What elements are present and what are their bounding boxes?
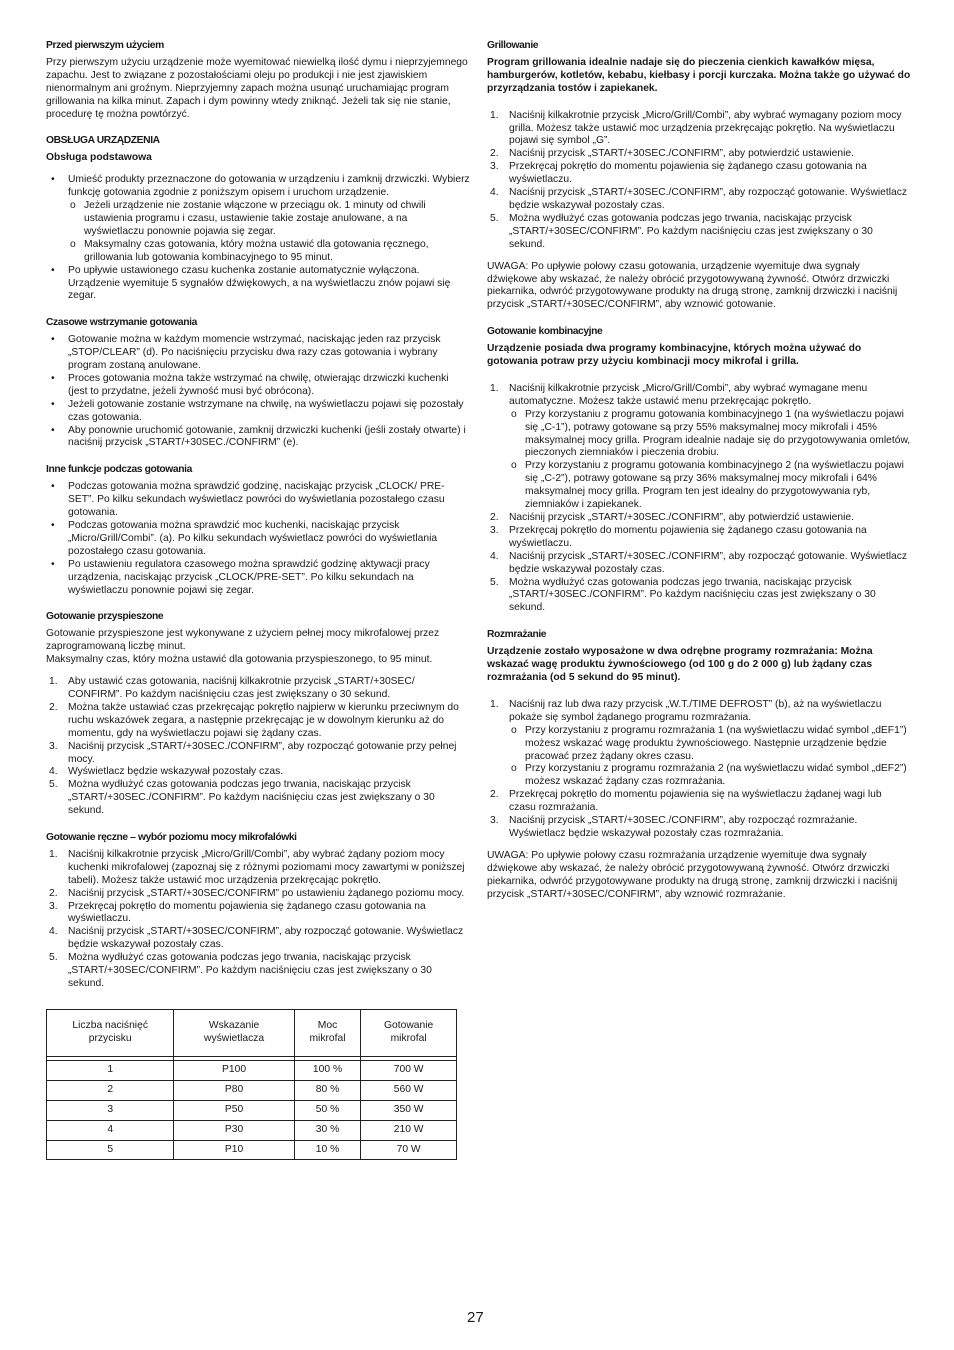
heading-quick-cooking: Gotowanie przyspieszone <box>46 611 164 623</box>
list-item <box>49 740 470 767</box>
note-paragraph: UWAGA: Po upływie połowy czasu rozmrażania urządzenie wyemituje dwa sygnały dźwiękowe aby wskazać, że należy obrócić przygotowywaną żywność. Otwórz drzwiczki piekarnika, odwróć przygotowywane produkty na drugą stronę, zamknij drzwiczki i naciśnij przycisk „START/+30SEC/CONFIRM”, aby wznowić rozmrażanie. <box>487 849 898 900</box>
heading-defrosting: Rozmrażanie <box>487 629 547 641</box>
list-item <box>49 848 470 888</box>
section-defrosting <box>487 629 911 901</box>
section-quick-cooking <box>46 611 470 818</box>
list-item-text: Naciśnij przycisk „START/+30SEC/CONFIRM” po ustawieniu żądanego poziomu mocy. <box>68 887 465 899</box>
table-row <box>47 1140 457 1160</box>
list-item-number: 4. <box>490 187 499 199</box>
sub-list-item: o Jeżeli urządzenie nie zostanie włączone w przeciągu ok. 1 minuty od chwili ustawienia programu i czasu, ustawienie takie zostaje anulowane, a na wyświetlaczu ponownie pojawia się zegar. <box>84 200 470 239</box>
heading-combi-cooking: Gotowanie kombinacyjne <box>487 326 603 338</box>
sub-list-item: o Przy korzystaniu z programu rozmrażania 2 (na wyświetlaczu widać symbol „dEF2”) możesz wskazać żądany czas rozmrażania. <box>525 763 911 789</box>
table-cell: 70 W <box>361 1140 457 1160</box>
list-item-text: Przekręcaj pokrętło do momentu pojawienia się żądanego czasu gotowania na wyświetlaczu. <box>509 161 867 186</box>
table-row <box>47 1060 457 1080</box>
heading-pause: Czasowe wstrzymanie gotowania <box>46 317 197 329</box>
list-item-text: Naciśnij przycisk „START/+30SEC./CONFIRM”, aby rozpocząć gotowanie przy pełnej mocy. <box>68 740 457 765</box>
table-cell: P10 <box>174 1140 294 1160</box>
list-item-text: Aby ustawić czas gotowania, naciśnij kilkakrotnie przycisk „START/+30SEC/ CONFIRM”. Po każdym naciśnięciu czas jest zwiększany o 30 sekund. <box>68 676 415 700</box>
list-item-number: 5. <box>490 576 499 588</box>
list-item-text: Wyświetlacz będzie wskazywał pozostały czas. <box>68 766 284 778</box>
right-column <box>487 40 911 915</box>
list-item-text: Przekręcaj pokrętło do momentu pojawienia się żądanego czasu gotowania na wyświetlaczu. <box>509 524 867 549</box>
list-item <box>490 789 911 815</box>
list-item-text: Można wydłużyć czas gotowania podczas jego trwania, naciskając przycisk „START/+30SEC/CONFIRM”. Po każdym naciśnięciu czas jest zwiększany o 30 sekund. <box>68 952 432 989</box>
list-item <box>490 161 911 187</box>
table-cell: 700 W <box>361 1060 457 1080</box>
list-item <box>490 109 911 149</box>
numbered-list-continued <box>487 512 911 615</box>
list-item-text: Naciśnij kilkakrotnie przycisk „Micro/Grill/Combi”, aby wybrać wymagany poziom mocy grilla. Możesz także ustawić moc urządzenia przekręcając pokrętło. Na wyświetlaczu pojawi się symbol „G”. <box>509 109 902 147</box>
list-item-text: Umieść produkty przeznaczone do gotowania w urządzeniu i zamknij drzwiczki. Wybierz funkcję gotowania zgodnie z poniższym opisem i uruchom urządzenie. <box>68 174 470 199</box>
section-pause <box>46 317 470 450</box>
list-item: 1. Naciśnij raz lub dwa razy przycisk „W.T./TIME DEFROST” (b), aż na wyświetlaczu pokaże się symbol żądanego programu rozmrażania. o Przy korzystaniu z programu rozmrażania 1 (na wyświetlaczu widać symbol „dEF1”) możesz wskazać wagę produktu żywnościowego. Następnie urządzenie będzie pracować przez żądany okres czasu. o Przy korzystaniu z programu rozmrażania 2 (na wyświetlaczu widać symbol „dEF2”) możesz wskazać żądany czas rozmrażania. <box>509 699 911 789</box>
list-item-number: 2. <box>490 789 499 801</box>
heading-manual-cooking: Gotowanie ręczne – wybór poziomu mocy mikrofalówki <box>46 832 297 844</box>
list-item <box>490 148 911 161</box>
note-paragraph: UWAGA: Po upływie połowy czasu gotowania, urządzenie wyemituje dwa sygnały dźwiękowe aby wskazać, że należy obrócić przygotowywaną żywność. Otwórz drzwiczki piekarnika, odwróć przygotowywane produkty na drugą stronę, zamknij drzwiczki i naciśnij przycisk „START/+30SEC/CONFIRM”, aby wznowić gotowanie. <box>487 260 898 311</box>
section-manual-cooking <box>46 832 470 1160</box>
bullet-list <box>46 481 470 597</box>
list-item-text: Przekręcaj pokrętło do momentu pojawienia się żądanego czasu gotowania na wyświetlaczu. <box>68 900 426 925</box>
table-cell: 5 <box>47 1140 174 1160</box>
list-item-number: 1. <box>49 676 58 688</box>
heading-first-use: Przed pierwszym użyciem <box>46 40 164 51</box>
list-item <box>490 815 911 841</box>
power-level-table <box>46 1009 457 1161</box>
list-item-number: 2. <box>490 512 499 523</box>
list-item-text: Naciśnij przycisk „START/+30SEC./CONFIRM”, aby potwierdzić ustawienie. <box>509 148 854 160</box>
list-item <box>49 779 470 818</box>
bullet-list <box>46 334 470 450</box>
paragraph: Maksymalny czas, który można ustawić dla gotowania przyspieszonego, to 95 minut. <box>46 654 433 666</box>
numbered-list <box>46 676 470 818</box>
list-item: • Proces gotowania można także wstrzymać na chwilę, otwierając drzwiczki kuchenki (jest to przydatne, jeżeli żywność musi być obrócona). <box>68 373 470 399</box>
list-item: • Po ustawieniu regulatora czasowego można sprawdzić godzinę aktywacji pracy urządzenia, naciskając przycisk „CLOCK/PRE-SET”. Po kilku sekundach na wyświetlaczu ponownie pojawi się zegar. <box>68 559 470 598</box>
list-item-text: Naciśnij kilkakrotnie przycisk „Micro/Grill/Combi”, aby wybrać wymagane menu automatyczne. Możesz także ustawić menu przekręcając pokrętło. <box>509 382 868 407</box>
section-other-functions <box>46 464 470 597</box>
heading-other-functions: Inne funkcje podczas gotowania <box>46 464 192 476</box>
numbered-list <box>46 849 470 991</box>
list-item <box>490 212 911 252</box>
numbered-list-continued <box>487 789 911 841</box>
table-cell: 100 % <box>294 1060 361 1080</box>
list-item-number: 4. <box>490 550 499 562</box>
sub-list <box>509 725 911 790</box>
table-header-cell: Moc mikrofal <box>294 1009 361 1056</box>
list-item-number: 5. <box>49 952 58 964</box>
list-item-text: Naciśnij przycisk „START/+30SEC/CONFIRM”, aby rozpocząć gotowanie. Wyświetlacz będzie wskazywał pozostały czas. <box>68 926 464 951</box>
list-item: • Gotowanie można w każdym momencie wstrzymać, naciskając jeden raz przycisk „STOP/CLEAR” (d). Po naciśnięciu przycisku dwa razy czas gotowania i wybrany program zostaną anulowane. <box>68 334 470 373</box>
bullet-list <box>46 174 470 303</box>
section-operation <box>46 135 470 303</box>
list-item <box>49 952 470 991</box>
table-row <box>47 1100 457 1120</box>
list-item <box>68 174 470 264</box>
table-cell: 4 <box>47 1120 174 1140</box>
paragraph: Przy pierwszym użyciu urządzenie może wyemitować niewielką ilość dymu i nieprzyjemnego zapachu. Jest to związane z pozostałościami oleju po produkcji i nie jest zjawiskiem nienormalnym ani groźnym. Nieprzyjemny zapach można usunąć uruchamiając program grillowania na kilka minut. Zapach i dym powinny wtedy zniknąć. Jeżeli tak się nie stanie, procedurę tę można powtórzyć. <box>46 56 468 120</box>
list-item <box>49 900 470 927</box>
list-item <box>49 926 470 952</box>
list-item-text: Naciśnij raz lub dwa razy przycisk „W.T./TIME DEFROST” (b), aż na wyświetlaczu pokaże się symbol żądanego programu rozmrażania. <box>509 698 882 723</box>
list-item-number: 3. <box>49 900 58 912</box>
left-column <box>46 40 470 1174</box>
list-item-number: 2. <box>49 887 58 899</box>
intro-paragraph: Urządzenie zostało wyposażone w dwa odrębne programy rozmrażania: Można wskazać wagę produktu żywnościowego (od 100 g do 2 000 g) lub żądany czas rozmrażania (od 5 sekund do 95 minut). <box>487 646 873 683</box>
list-item-text: Naciśnij przycisk „START/+30SEC./CONFIRM”, aby rozpocząć gotowanie. Wyświetlacz będzie wskazywał pozostały czas. <box>509 187 908 211</box>
sub-list <box>509 409 911 512</box>
list-item: • Podczas gotowania można sprawdzić godzinę, naciskając przycisk „CLOCK/ PRE-SET”. Po kilku sekundach wyświetlacz powróci do wyświetlania pozostałego czasu gotowania. <box>68 481 470 520</box>
paragraph: Gotowanie przyspieszone jest wykonywane z użyciem pełnej mocy mikrofalowej przez zaprogramowaną liczbę minut. <box>46 628 440 653</box>
list-item <box>490 512 911 525</box>
table-cell: 1 <box>47 1060 174 1080</box>
list-item <box>490 550 911 577</box>
list-item-number: 3. <box>490 161 499 173</box>
list-item-text: Można wydłużyć czas gotowania podczas jego trwania, naciskając przycisk „START/+30SEC./CONFIRM”. Po każdym naciśnięciu czas jest zwiększany o 30 sekund. <box>509 576 876 614</box>
numbered-list <box>487 110 911 252</box>
table-header-cell: Gotowanie mikrofal <box>361 1009 457 1056</box>
heading-grilling: Grillowanie <box>487 40 539 51</box>
list-item: 1. Naciśnij kilkakrotnie przycisk „Micro/Grill/Combi”, aby wybrać wymagane menu automatyczne. Możesz także ustawić menu przekręcając pokrętło. o Przy korzystaniu z programu gotowania kombinacyjnego 1 (na wyświetlaczu pojawi się „C-1”), potrawy gotowane są przy 55% maksymalnej mocy mikrofali i 45% maksymalnej mocy grilla. Program idealnie nadaje się do przygotowywania omletów, pieczonych ziemniaków i pieczenia drobiu. o Przy korzystaniu z programu gotowania kombinacyjnego 2 (na wyświetlaczu pojawi się „C-2”), potrawy gotowane są przy 36% maksymalnej mocy mikrofali i 64% maksymalnej mocy grilla. Program ten jest idealny do przygotowywania ryb, ziemniaków i zapiekanek. <box>509 383 911 512</box>
section-combi-cooking <box>487 326 911 615</box>
list-item: • Jeżeli gotowanie zostanie wstrzymane na chwilę, na wyświetlaczu pojawi się pozostały czas gotowania. <box>68 399 470 425</box>
heading-operation: OBSŁUGA URZĄDZENIA <box>46 135 160 147</box>
list-item-text: Naciśnij kilkakrotnie przycisk „Micro/Grill/Combi”, aby wybrać żądany poziom mocy kuchenki mikrofalowej (zapoznaj się z różnymi poziomami mocy zawartymi w poniższej tabeli). Możesz także ustawić moc urządzenia przekręcając pokrętło. <box>68 848 465 886</box>
table-cell: 2 <box>47 1080 174 1100</box>
list-item-number: 5. <box>490 212 499 224</box>
list-item: • Aby ponownie uruchomić gotowanie, zamknij drzwiczki kuchenki (jeśli zostały otwarte) i naciśnij przycisk „START/+30SEC./CONFIRM” (e). <box>68 425 470 451</box>
table-cell: 3 <box>47 1100 174 1120</box>
numbered-list <box>487 699 911 789</box>
list-item-number: 4. <box>49 766 58 778</box>
table-header-cell: Wskazanie wyświetlacza <box>174 1009 294 1056</box>
sub-list-item: o Przy korzystaniu z programu rozmrażania 1 (na wyświetlaczu widać symbol „dEF1”) możesz wskazać wagę produktu żywnościowego. Następnie urządzenie będzie pracować przez żądany okres czasu. <box>525 725 911 764</box>
table-row <box>47 1080 457 1100</box>
list-item-text: Naciśnij przycisk „START/+30SEC./CONFIRM”, aby potwierdzić ustawienie. <box>509 512 854 523</box>
subheading-basic-operation: Obsługa podstawowa <box>46 152 152 164</box>
list-item-text: Można wydłużyć czas gotowania podczas jego trwania, naciskając przycisk „START/+30SEC/CONFIRM”. Po każdym naciśnięciu czas jest zwiększany o 30 sekund. <box>509 212 873 250</box>
list-item <box>49 676 470 702</box>
section-first-use <box>46 40 470 121</box>
table-cell: P30 <box>174 1120 294 1140</box>
list-item-number: 2. <box>49 701 58 713</box>
table-cell: 80 % <box>294 1080 361 1100</box>
table-header-row <box>47 1009 457 1056</box>
list-item-number: 1. <box>49 848 58 860</box>
list-item-text: Naciśnij przycisk „START/+30SEC./CONFIRM”, aby rozpocząć gotowanie. Wyświetlacz będzie wskazywał pozostały czas. <box>509 550 908 575</box>
list-item-number: 3. <box>49 740 58 752</box>
section-grilling <box>487 40 911 312</box>
list-item-text: Można wydłużyć czas gotowania podczas jego trwania, naciskając przycisk „START/+30SEC./CONFIRM”. Po każdym naciśnięciu czas jest zwiększany o 30 sekund. <box>68 779 435 817</box>
intro-paragraph: Program grillowania idealnie nadaje się do pieczenia cienkich kawałków mięsa, hamburgerów, kotletów, kebabu, kiełbasy i porcji kurczaka. Można także go używać do przyrządzania tostów i zapiekanek. <box>487 56 911 94</box>
table-cell: 210 W <box>361 1120 457 1140</box>
table-cell: P100 <box>174 1060 294 1080</box>
list-item <box>49 701 470 741</box>
list-item-text: Przekręcaj pokrętło do momentu pojawienia się na wyświetlaczu żądanej wagi lub czasu rozmrażania. <box>509 789 882 814</box>
table-cell: 10 % <box>294 1140 361 1160</box>
list-item-text: Naciśnij przycisk „START/+30SEC./CONFIRM”, aby rozpocząć rozmrażanie. Wyświetlacz będzie wskazywał pozostały czas rozmrażania. <box>509 815 858 839</box>
list-item <box>49 887 470 901</box>
table-header-cell: Liczba naciśnięć przycisku <box>47 1009 174 1056</box>
sub-list-item: o Przy korzystaniu z programu gotowania kombinacyjnego 1 (na wyświetlaczu pojawi się „C-1”), potrawy gotowane są przy 55% maksymalnej mocy mikrofali i 45% maksymalnej mocy grilla. Program idealnie nadaje się do przygotowywania omletów, pieczonych ziemniaków i pieczenia drobiu. <box>525 409 911 461</box>
list-item: • Po upływie ustawionego czasu kuchenka zostanie automatycznie wyłączona. Urządzenie wyemituje 5 sygnałów dźwiękowych, a na wyświetlaczu znów pojawi się zegar. <box>68 265 470 304</box>
intro-paragraph: Urządzenie posiada dwa programy kombinacyjne, których można używać do gotowania potraw przy użyciu kombinacji mocy mikrofal i grilla. <box>487 343 862 368</box>
list-item-number: 3. <box>490 524 499 536</box>
table-row <box>47 1120 457 1140</box>
table-cell: 50 % <box>294 1100 361 1120</box>
list-item-number: 5. <box>49 779 58 791</box>
sub-list-item: o Przy korzystaniu z programu gotowania kombinacyjnego 2 (na wyświetlaczu pojawi się „C-2”), potrawy gotowane są przy 36% maksymalnej mocy mikrofali i 64% maksymalnej mocy grilla. Program ten jest idealny do przygotowywania ryb, ziemniaków i zapiekanek. <box>525 460 911 512</box>
list-item-number: 4. <box>49 926 58 938</box>
list-item-text: Można także ustawiać czas przekręcając pokrętło najpierw w kierunku przeciwnym do ruchu wskazówek zegara, a następnie przekręcając je w dowolnym kierunku aż do momentu, gdy na wyświetlaczu pojawi się żądany czas. <box>68 701 459 739</box>
page-number: 27 <box>467 1309 484 1326</box>
table-cell: P50 <box>174 1100 294 1120</box>
list-item <box>49 766 470 779</box>
table-cell: 30 % <box>294 1120 361 1140</box>
list-item <box>490 187 911 213</box>
list-item-number: 3. <box>490 815 499 827</box>
list-item-number: 2. <box>490 148 499 160</box>
table-cell: P80 <box>174 1080 294 1100</box>
list-item <box>490 576 911 616</box>
list-item-number: 1. <box>490 109 499 121</box>
list-item <box>490 524 911 551</box>
sub-list <box>68 200 470 265</box>
list-item: • Podczas gotowania można sprawdzić moc kuchenki, naciskając przycisk „Micro/Grill/Combi”. (a). Po kilku sekundach wyświetlacz powróci do wyświetlania pozostałego czasu gotowania. <box>68 520 470 559</box>
sub-list-item: o Maksymalny czas gotowania, który można ustawić dla gotowania ręcznego, grillowania lub gotowania kombinacyjnego to 95 minut. <box>84 239 470 265</box>
numbered-list <box>487 383 911 512</box>
table-cell: 350 W <box>361 1100 457 1120</box>
table-cell: 560 W <box>361 1080 457 1100</box>
